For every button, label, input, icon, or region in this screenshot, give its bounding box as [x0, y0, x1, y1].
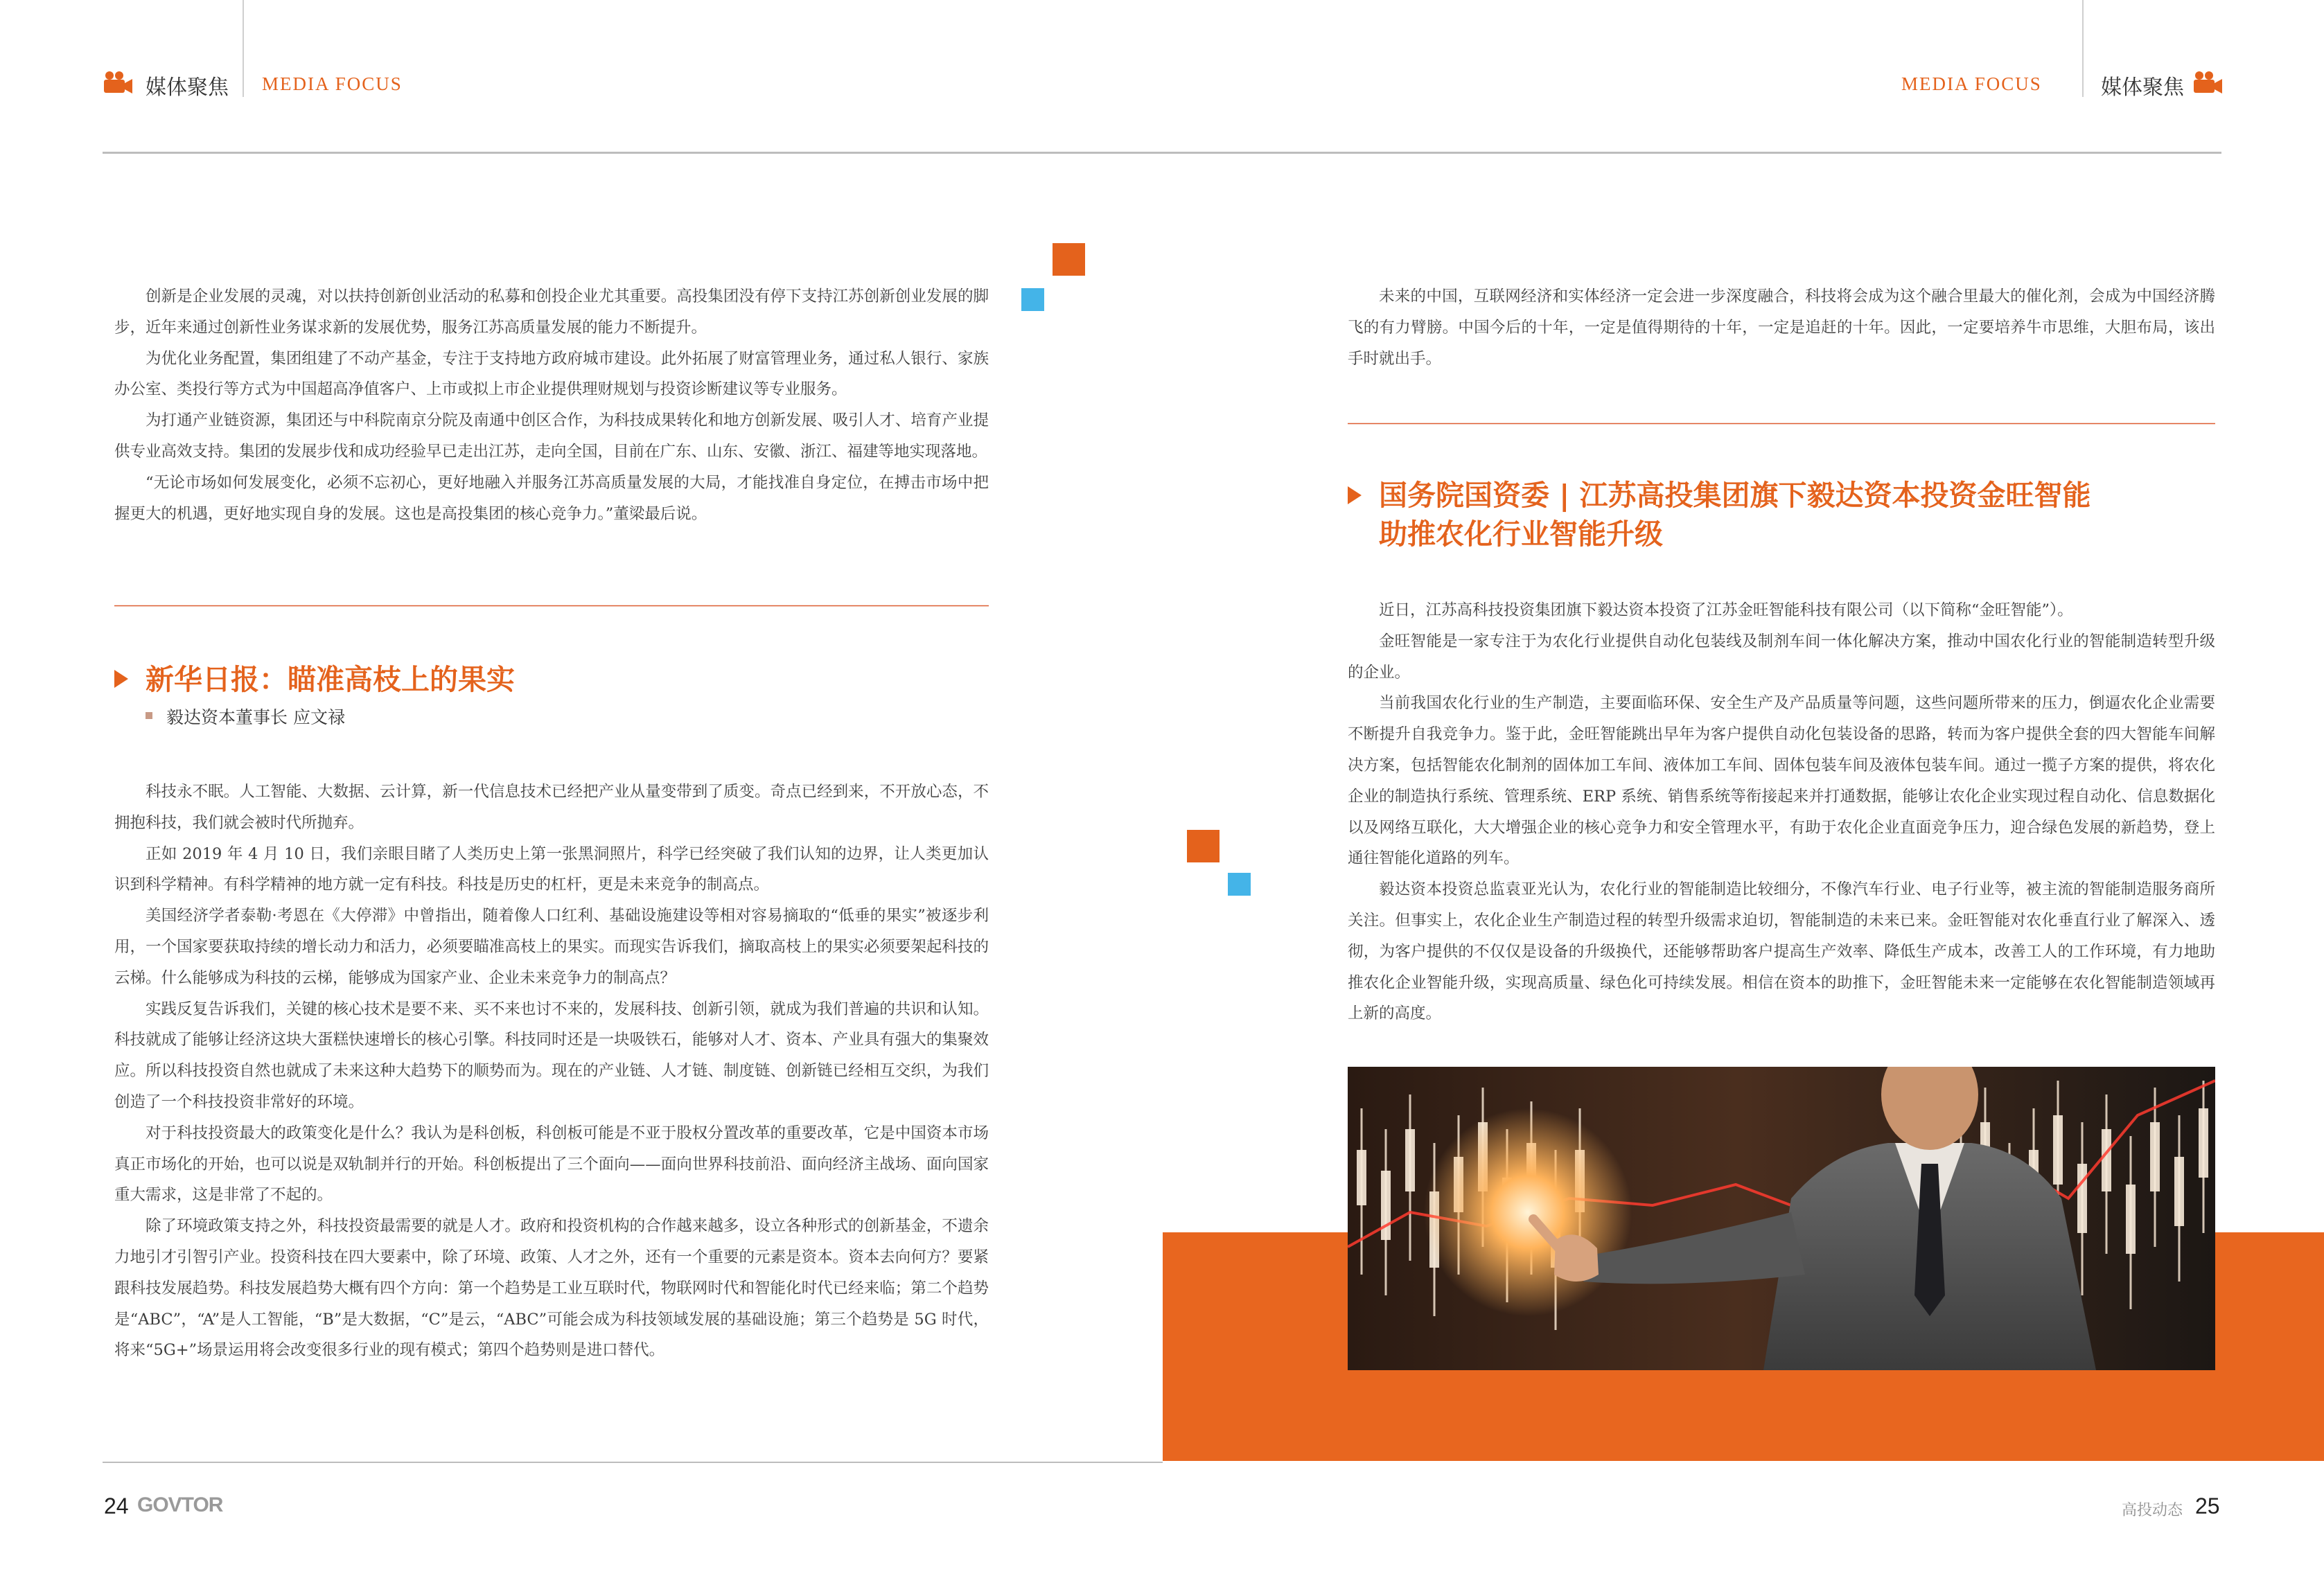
right-page-number: 25	[2195, 1493, 2220, 1518]
right-intro-column	[1348, 281, 2215, 374]
header-section-label-en: MEDIA FOCUS	[262, 73, 403, 94]
right-section-title-line1: 国务院国资委 | 江苏高投集团旗下毅达资本投资金旺智能	[1379, 479, 2091, 512]
paragraph: 为优化业务配置，集团组建了不动产基金，专注于支持地方政府城市建设。此外拓展了财富管理业务，通过私人银行、家族办公室、类投行等方式为中国超高净值客户、上市或拟上市企业提供理财规划与投资诊断建议等专业服务。	[114, 349, 989, 399]
decor-square-blue	[1228, 873, 1251, 896]
header-right-label-en: MEDIA FOCUS	[1901, 73, 2042, 94]
footer-rule	[103, 1462, 1163, 1463]
businessman-stock-chart-photo	[1348, 1067, 2215, 1370]
right-footer-label: 高投动态	[2122, 1502, 2183, 1519]
paragraph: 未来的中国，互联网经济和实体经济一定会进一步深度融合，科技将会成为这个融合里最大的催化剂，会成为中国经济腾飞的有力臂膀。中国今后的十年，一定是值得期待的十年，一定是追赶的十年。因此，一定要培养牛市思维，大胆布局，该出手时就出手。	[1348, 287, 2215, 368]
decor-square-orange	[1187, 830, 1220, 862]
paragraph: 金旺智能是一家专注于为农化行业提供自动化包装线及制剂车间一体化解决方案，推动中国农化行业的智能制造转型升级的企业。	[1348, 632, 2215, 682]
right-section-title-line2: 助推农化行业智能升级	[1379, 517, 1663, 551]
left-section-title: 新华日报：瞄准高枝上的果实	[146, 663, 515, 696]
heading-arrow-icon	[114, 670, 128, 688]
decor-square-blue	[1021, 288, 1044, 311]
section-divider	[1348, 423, 2215, 425]
left-section-byline: 毅达资本董事长 应文禄	[166, 707, 345, 727]
paragraph: 近日，江苏高科技投资集团旗下毅达资本投资了江苏金旺智能科技有限公司（以下简称“金旺智能”）。	[1379, 601, 2073, 619]
header-rule	[103, 152, 2221, 154]
paragraph: 当前我国农化行业的生产制造，主要面临环保、安全生产及产品质量等问题，这些问题所带来的压力，倒逼农化企业需要不断提升自我竞争力。鉴于此，金旺智能跳出早年为客户提供自动化包装设备的思路，转而为客户提供全套的四大智能车间解决方案，包括智能农化制剂的固体加工车间、液体加工车间、固体包装车间及液体包装车间。通过一揽子方案的提供，将农化企业的制造执行系统、管理系统、ERP 系统、销售系统等衔接起来并打通数据，能够让农化企业实现过程自动化、信息数据化以及网络互联化，大大增强企业的核心竞争力和安全管理水平，有助于农化企业直面竞争压力，迎合绿色发展的新趋势，登上通往智能化道路的列车。	[1348, 694, 2215, 868]
paragraph: 为打通产业链资源，集团还与中科院南京分院及南通中创区合作，为科技成果转化和地方创新发展、吸引人才、培育产业提供专业高效支持。集团的发展步伐和成功经验早已走出江苏，走向全国，目前在广东、山东、安徽、浙江、福建等地实现落地。	[114, 411, 989, 461]
paragraph: 实践反复告诉我们，关键的核心技术是要不来、买不来也讨不来的，发展科技、创新引领，就成为我们普遍的共识和认知。科技就成了能够让经济这块大蛋糕快速增长的核心引擎。科技同时还是一块吸铁石，能够对人才、资本、产业具有强大的集聚效应。所以科技投资自然也就成了未来这种大趋势下的顺势而为。现在的产业链、人才链、制度链、创新链已经相互交织，为我们创造了一个科技投资非常好的环境。	[114, 1000, 989, 1111]
paragraph: 正如 2019 年 4 月 10 日，我们亲眼目睹了人类历史上第一张黑洞照片，科学已经突破了我们认知的边界，让人类更加认识到科学精神。有科学精神的地方就一定有科技。科技是历史的杠杆，更是未来竞争的制高点。	[114, 844, 989, 894]
header-right-label-cn: 媒体聚焦	[2101, 76, 2184, 100]
paragraph: 美国经济学者泰勒·考恩在《大停滞》中曾指出，随着像人口红利、基础设施建设等相对容易摘取的“低垂的果实”被逐步利用，一个国家要获取持续的增长动力和活力，必须要瞄准高枝上的果实。而现实告诉我们，摘取高枝上的果实必须要架起科技的云梯。什么能够成为科技的云梯，能够成为国家产业、企业未来竞争力的制高点？	[114, 907, 989, 987]
left-section-body	[114, 777, 989, 1366]
header-right-divider	[2082, 0, 2084, 97]
section-divider	[114, 605, 989, 607]
video-camera-icon	[2192, 71, 2223, 94]
video-camera-icon	[103, 71, 133, 94]
right-section-body	[1348, 595, 2215, 1029]
header-section-label-cn: 媒体聚焦	[146, 76, 229, 100]
paragraph: 科技永不眠。人工智能、大数据、云计算，新一代信息技术已经把产业从量变带到了质变。奇点已经到来，不开放心态，不拥抱科技，我们就会被时代所抛弃。	[114, 783, 989, 832]
paragraph: 除了环境政策支持之外，科技投资最需要的就是人才。政府和投资机构的合作越来越多，设立各种形式的创新基金，不遗余力地引才引智引产业。投资科技在四大要素中，除了环境、政策、人才之外，还有一个重要的元素是资本。资本去向何方？要紧跟科技发展趋势。科技发展趋势大概有四个方向：第一个趋势是工业互联时代，物联网时代和智能化时代已经来临；第二个趋势是“ABC”，“A”是人工智能，“B”是大数据，“C”是云，“ABC”可能会成为科技领域发展的基础设施；第三个趋势是 5G 时代，将来“5G+”场景运用将会改变很多行业的现有模式；第四个趋势则是进口替代。	[114, 1217, 989, 1360]
left-page-number: 24	[104, 1493, 129, 1518]
left-intro-column	[114, 281, 989, 529]
paragraph: 创新是企业发展的灵魂，对以扶持创新创业活动的私募和创投企业尤其重要。高投集团没有停下支持江苏创新创业发展的脚步，近年来通过创新性业务谋求新的发展优势，服务江苏高质量发展的能力不断提升。	[114, 287, 989, 337]
paragraph: 对于科技投资最大的政策变化是什么？我认为是科创板，科创板可能是不亚于股权分置改革的重要改革，它是中国资本市场真正市场化的开始，也可以说是双轨制并行的开始。科创板提出了三个面向——面向世界科技前沿、面向经济主战场、面向国家重大需求，这是非常了不起的。	[114, 1124, 989, 1205]
paragraph: 毅达资本投资总监袁亚光认为，农化行业的智能制造比较细分，不像汽车行业、电子行业等，被主流的智能制造服务商所关注。但事实上，农化企业生产制造过程的转型升级需求迫切，智能制造的未来已来。金旺智能对农化垂直行业了解深入、透彻，为客户提供的不仅仅是设备的升级换代，还能够帮助客户提高生产效率、降低生产成本，改善工人的工作环境，有力地助推农化企业智能升级，实现高质量、绿色化可持续发展。相信在资本的助推下，金旺智能未来一定能够在农化智能制造领域再上新的高度。	[1348, 880, 2215, 1023]
byline-bullet	[146, 712, 152, 719]
decor-square-orange	[1053, 243, 1085, 276]
paragraph: “无论市场如何发展变化，必须不忘初心，更好地融入并服务江苏高质量发展的大局，才能找准自身定位，在搏击市场中把握更大的机遇，更好地实现自身的发展。这也是高投集团的核心竞争力。”董梁最后说。	[114, 473, 989, 523]
govtor-logo: GOVTOR	[137, 1493, 223, 1516]
header-left-divider	[243, 0, 244, 97]
heading-arrow-icon	[1348, 486, 1362, 504]
